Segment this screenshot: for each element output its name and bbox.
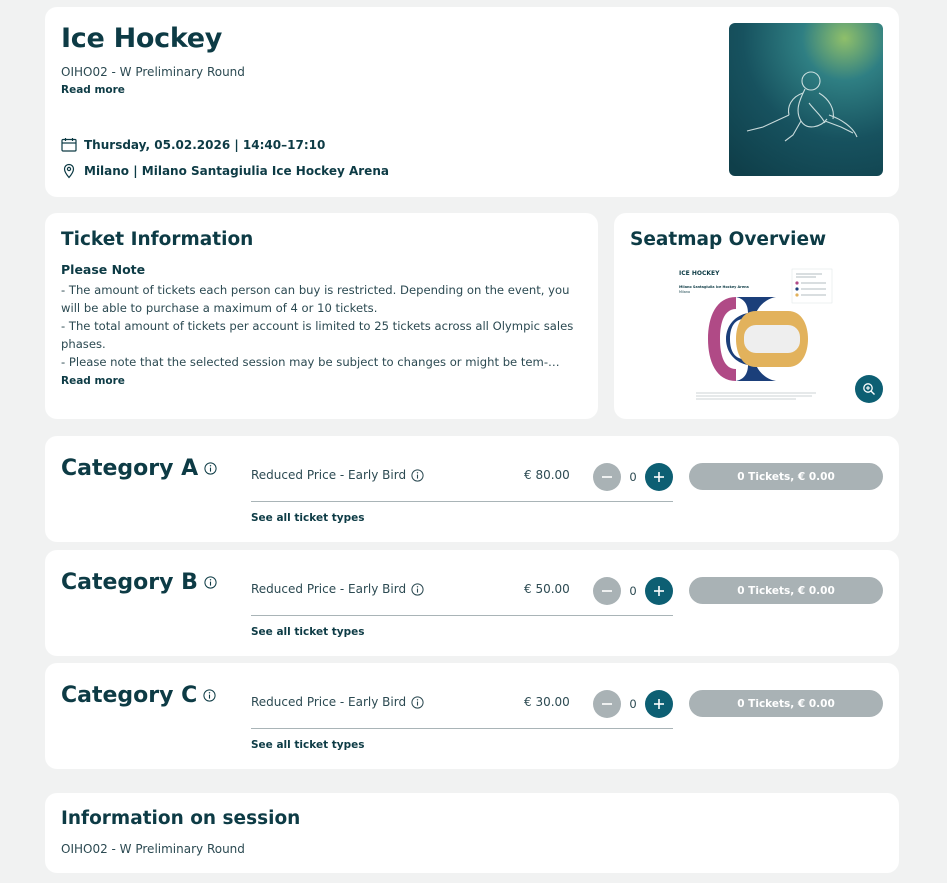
quantity-value: 0 — [629, 470, 637, 484]
plus-icon — [653, 585, 665, 597]
price-value: € 50.00 — [524, 582, 570, 596]
category-name: Category C — [61, 683, 198, 708]
ticket-info-title: Ticket Information — [61, 229, 254, 250]
see-all-ticket-types-link[interactable]: See all ticket types — [251, 512, 365, 524]
event-location-row — [61, 163, 389, 179]
event-read-more-link[interactable]: Read more — [61, 84, 125, 96]
event-location: Milano | Milano Santagiulia Ice Hockey Arena — [84, 164, 389, 178]
price-value: € 80.00 — [524, 468, 570, 482]
minus-icon — [601, 585, 613, 597]
event-date-row — [61, 137, 325, 152]
location-pin-icon — [61, 163, 77, 179]
event-title: Ice Hockey — [61, 23, 223, 54]
seatmap-zoom-button[interactable] — [855, 375, 883, 403]
category-b-card — [45, 550, 899, 656]
decrease-quantity-button[interactable] — [593, 690, 621, 718]
seatmap-card — [614, 213, 899, 419]
divider — [251, 501, 673, 502]
ticket-info-notes — [61, 281, 585, 371]
ticket-info-note-line: - Please note that the selected session may be subject to changes or might be tem-… — [61, 355, 560, 369]
quantity-value: 0 — [629, 584, 637, 598]
category-a-card — [45, 436, 899, 542]
info-icon[interactable] — [411, 583, 424, 596]
session-info-title: Information on session — [61, 808, 301, 829]
category-c-card — [45, 663, 899, 769]
event-hero-image — [729, 23, 883, 176]
minus-icon — [601, 698, 613, 710]
quantity-value: 0 — [629, 697, 637, 711]
divider — [251, 615, 673, 616]
seatmap-title: Seatmap Overview — [630, 229, 827, 250]
add-tickets-button[interactable]: 0 Tickets, € 0.00 — [689, 463, 883, 490]
price-value: € 30.00 — [524, 695, 570, 709]
category-name: Category A — [61, 456, 199, 481]
price-type — [251, 582, 424, 596]
event-subtitle: OIHO02 - W Preliminary Round — [61, 65, 245, 79]
category-name: Category B — [61, 570, 198, 595]
increase-quantity-button[interactable] — [645, 577, 673, 605]
price-type-label: Reduced Price - Early Bird — [251, 468, 407, 482]
minus-icon — [601, 471, 613, 483]
price-type — [251, 695, 424, 709]
see-all-ticket-types-link[interactable]: See all ticket types — [251, 739, 365, 751]
seatmap-map-subtitle: Milano Santagiulia Ice Hockey Arena — [679, 285, 749, 289]
seatmap-image[interactable] — [676, 265, 834, 405]
price-type — [251, 468, 424, 482]
seatmap-map-title: ICE HOCKEY — [679, 270, 720, 277]
session-info-card — [45, 793, 899, 873]
ticket-information-card — [45, 213, 598, 419]
seatmap-map-city: Milano — [679, 290, 691, 294]
please-note-heading: Please Note — [61, 262, 146, 277]
plus-icon — [653, 698, 665, 710]
ticket-info-read-more-link[interactable]: Read more — [61, 375, 125, 387]
info-icon[interactable] — [203, 689, 216, 702]
divider — [251, 728, 673, 729]
increase-quantity-button[interactable] — [645, 690, 673, 718]
info-icon[interactable] — [411, 696, 424, 709]
ice-hockey-pictogram — [729, 23, 883, 176]
plus-icon — [653, 471, 665, 483]
event-date-time: Thursday, 05.02.2026 | 14:40–17:10 — [84, 137, 326, 152]
event-header-card — [45, 7, 899, 197]
ticket-info-note-line: - The amount of tickets each person can buy is restricted. Depending on the event, you will be able to purchase a maximum of 4 or 10 tickets. — [61, 283, 570, 315]
decrease-quantity-button[interactable] — [593, 577, 621, 605]
category-title — [61, 570, 217, 595]
decrease-quantity-button[interactable] — [593, 463, 621, 491]
session-info-subtitle: OIHO02 - W Preliminary Round — [61, 842, 245, 856]
info-icon[interactable] — [204, 462, 217, 475]
add-tickets-button[interactable]: 0 Tickets, € 0.00 — [689, 577, 883, 604]
info-icon[interactable] — [204, 576, 217, 589]
increase-quantity-button[interactable] — [645, 463, 673, 491]
zoom-in-icon — [862, 382, 876, 396]
add-tickets-button[interactable]: 0 Tickets, € 0.00 — [689, 690, 883, 717]
price-type-label: Reduced Price - Early Bird — [251, 695, 407, 709]
category-title — [61, 683, 216, 708]
category-title — [61, 456, 217, 481]
price-type-label: Reduced Price - Early Bird — [251, 582, 407, 596]
ticket-info-note-line: - The total amount of tickets per account is limited to 25 tickets across all Olympic sales phases. — [61, 319, 574, 351]
see-all-ticket-types-link[interactable]: See all ticket types — [251, 626, 365, 638]
calendar-icon — [61, 137, 77, 152]
info-icon[interactable] — [411, 469, 424, 482]
